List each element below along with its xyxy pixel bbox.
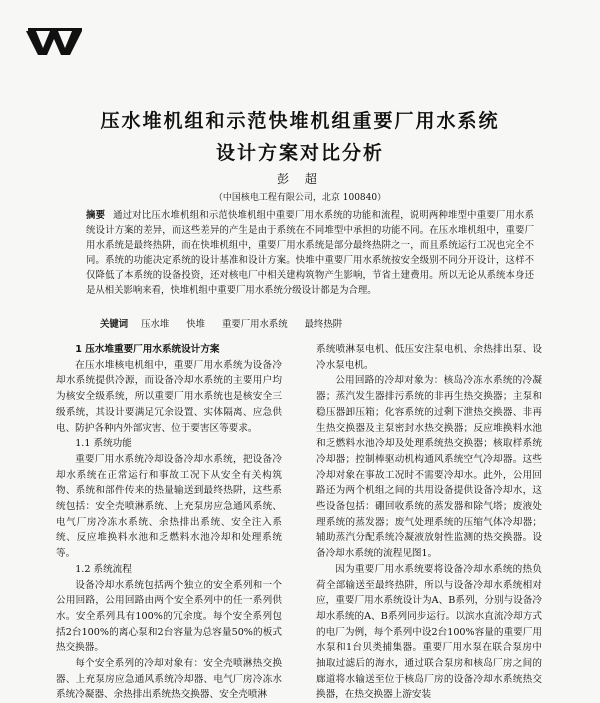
keyword: 快堆 bbox=[186, 319, 206, 330]
journal-logo-w-icon bbox=[26, 28, 86, 56]
left-column bbox=[56, 342, 282, 703]
author: 彭 超 bbox=[277, 172, 323, 186]
abstract-text: 通过对比压水堆机组和示范快堆机组中重要厂用水系统的功能和流程，说明两种堆型中重要厂用水系统设计方案的差异，而这些差异的产生是由于系统在不同堆型中承担的功能不同。在压水堆机组中，重要厂用水系统是最终热阱，而在快堆机组中，重要厂用水系统是部分最终热阱之一，而且系统运行工况也完全不同。系统的功能决定系统的设计基准和设计方案。快堆中重要厂用水系统按安全级别不同分开设计，这样不仅降低了本系统的设备投资，还对核电厂中相关建构筑物产生影响，节省土建费用。所以无论从系统本身还是从相关影响来看，快堆机组中重要厂用水系统分级设计都是为合理。 bbox=[86, 210, 534, 296]
right-column bbox=[316, 342, 542, 703]
title-line-1: 压水堆机组和示范快堆机组重要厂用水系统 bbox=[100, 110, 500, 132]
subsection-heading-1-1: 1.1 系统功能 bbox=[75, 438, 132, 450]
keyword: 压水堆 bbox=[141, 319, 170, 330]
paragraph: 因为重要厂用水系统要将设备冷却水系统的热负荷全部输送至最终热阱，所以与设备冷却水系统相对应，重要厂用水系统设计为A、B系列，分别与设备冷却水系统的A、B系列同步运行。以滨水直流冷却方式的电厂为例，每个系列中设2台100%容量的重要厂用水泵和1台贝类捕集器。重要厂用水泵在联合泵房中抽取过滤后的海水，通过联合泵房和核岛厂房之间的廊道将水输送至位于核岛厂房的设备冷却水系统热交换器，在热交换器上游安装 bbox=[316, 563, 542, 701]
keyword: 重要厂用水系统 bbox=[222, 319, 288, 330]
paragraph: 公用回路的冷却对象为：核岛冷冻水系统的冷凝器；蒸汽发生器排污系统的非再生热交换器；主泵和稳压器卸压箱；化容系统的过剩下泄热交换器、非再生热交换器及主泵密封水热交换器；反应堆换料水池和乏燃料水池冷却及处理系统热交换器；核取样系统冷却器；控制棒驱动机构通风系统空气冷却器。这些冷却对象在事故工况时不需要冷却水。此外，公用回路还为两个机组之间的共用设备提供设备冷却水，这些设备包括：硼回收系统的蒸发器和除气塔；废液处理系统的蒸发器；废气处理系统的压缩气体冷却器；辅助蒸汽分配系统冷凝液放射性监测的热交换器。设备冷却水系统的流程见图1。 bbox=[316, 375, 542, 560]
title-line-2: 设计方案对比分析 bbox=[215, 142, 384, 164]
paragraph: 每个安全系列的冷却对象有：安全壳喷淋热交换器、上充泵房应急通风系统冷却器、电气厂房冷冻水系统冷凝器、余热排出系统热交换器、安全壳喷淋 bbox=[56, 658, 282, 701]
paragraph: 在压水堆核电机组中，重要厂用水系统为设备冷却水系统提供冷源，而设备冷却水系统的主要用户均为核安全级系统，所以重要厂用水系统也是核安全三级系统，其设计要满足冗余设置、实体隔离、应急供电、防护各种内外部灾害、位于要害区等要求。 bbox=[56, 359, 282, 434]
abstract-label: 摘要 bbox=[86, 210, 106, 221]
keywords-label: 关键词 bbox=[100, 319, 129, 330]
section-heading-1: 1 压水堆重要厂用水系统设计方案 bbox=[75, 344, 220, 355]
paragraph: 系统喷淋泵电机、低压安注泵电机、余热排出泵、设冷水泵电机。 bbox=[316, 344, 542, 371]
abstract bbox=[86, 208, 534, 298]
affiliation: （中国核电工程有限公司，北京 100840） bbox=[213, 193, 387, 203]
keyword: 最终热阱 bbox=[304, 319, 343, 330]
paragraph: 设备冷却水系统包括两个独立的安全系列和一个公用回路，公用回路由两个安全系列中的任一系列供水。安全系列具有100%的冗余度。每个安全系列包括2台100%的离心泵和2台容量为总容量50%的板式热交换器。 bbox=[56, 579, 282, 654]
paragraph: 重要厂用水系统冷却设备冷却水系统，把设备冷却水系统在正常运行和事故工况下从安全有关构筑物、系统和部件传来的热量输送到最终热阱，这些系统包括：安全壳喷淋系统、上充泵房应急通风系统、电气厂房冷冻水系统、余热排出系统、安全注入系统、反应堆换料水池和乏燃料水池冷却和处理系统等。 bbox=[56, 453, 282, 560]
keywords bbox=[100, 316, 356, 330]
subsection-heading-1-2: 1.2 系统流程 bbox=[75, 563, 132, 575]
